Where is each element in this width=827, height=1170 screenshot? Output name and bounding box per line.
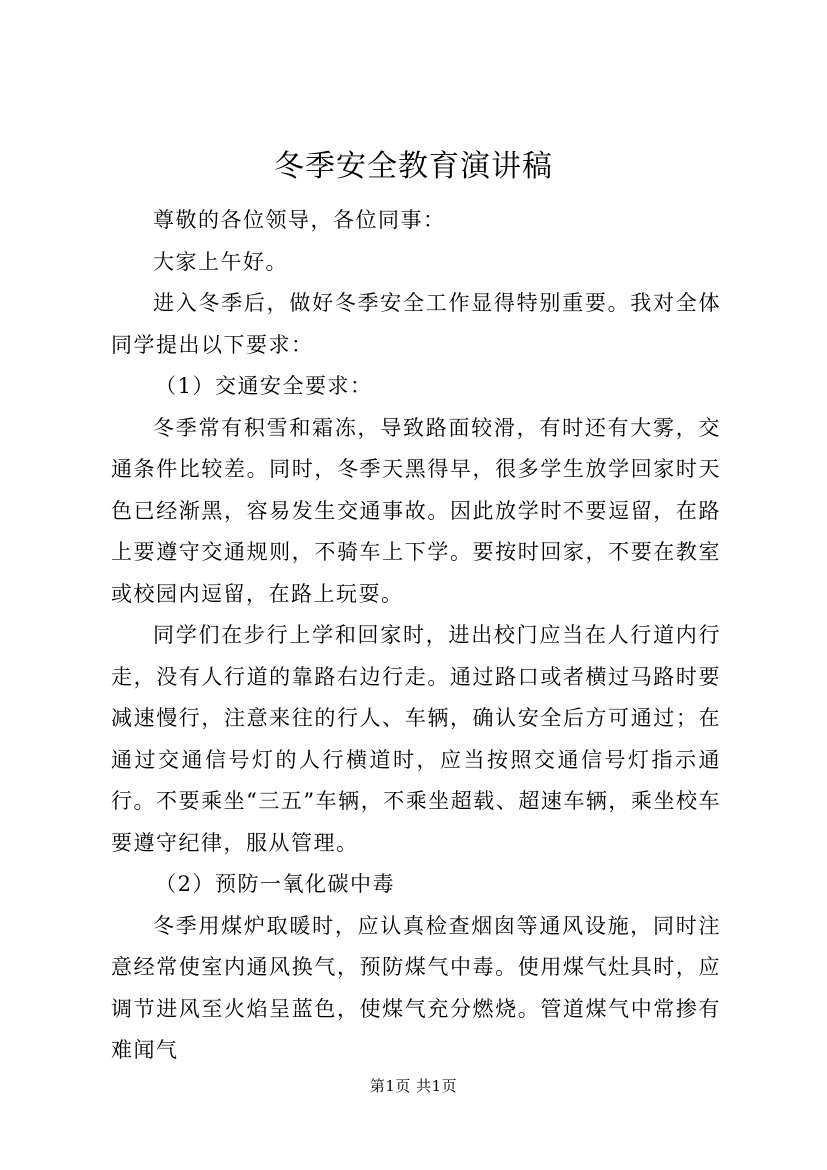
salutation-paragraph: 尊敬的各位领导，各位同事： [153, 208, 446, 232]
document-body [111, 200, 721, 1072]
page-footer: 第1页 共1页 [369, 1077, 458, 1095]
traffic-paragraph-2: 同学们在步行上学和回家时，进出校门应当在人行道内行走，没有人行道的靠路右边行走。通过路口或者横过马路时要减速慢行，注意来往的行人、车辆，确认安全后方可通过；在通过交通信号灯的人行横道时，应当按照交通信号灯指示通行。不要乘坐“三五”车辆，不乘坐超载、超速车辆，乘坐校车要遵守纪律，服从管理。 [111, 623, 721, 855]
section-heading-co: （2）预防一氧化碳中毒 [155, 872, 395, 896]
greeting-paragraph: 大家上午好。 [153, 249, 288, 274]
intro-paragraph: 进入冬季后，做好冬季安全工作显得特别重要。我对全体同学提出以下要求： [111, 291, 721, 357]
document-title: 冬季安全教育演讲稿 [274, 149, 553, 184]
section-heading-traffic: （1）交通安全要求： [155, 374, 373, 398]
co-paragraph-1: 冬季用煤炉取暖时，应认真检查烟囱等通风设施，同时注意经常使室内通风换气，预防煤气中毒。使用煤气灶具时，应调节进风至火焰呈蓝色，使煤气充分燃烧。管道煤气中常掺有难闻气 [111, 913, 721, 1062]
traffic-paragraph-1: 冬季常有积雪和霜冻，导致路面较滑，有时还有大雾，交通条件比较差。同时，冬季天黑得早，很多学生放学回家时天色已经渐黑，容易发生交通事故。因此放学时不要逗留，在路上要遵守交通规则，不骑车上下学。要按时回家，不要在教室或校园内逗留，在路上玩耍。 [111, 415, 721, 606]
